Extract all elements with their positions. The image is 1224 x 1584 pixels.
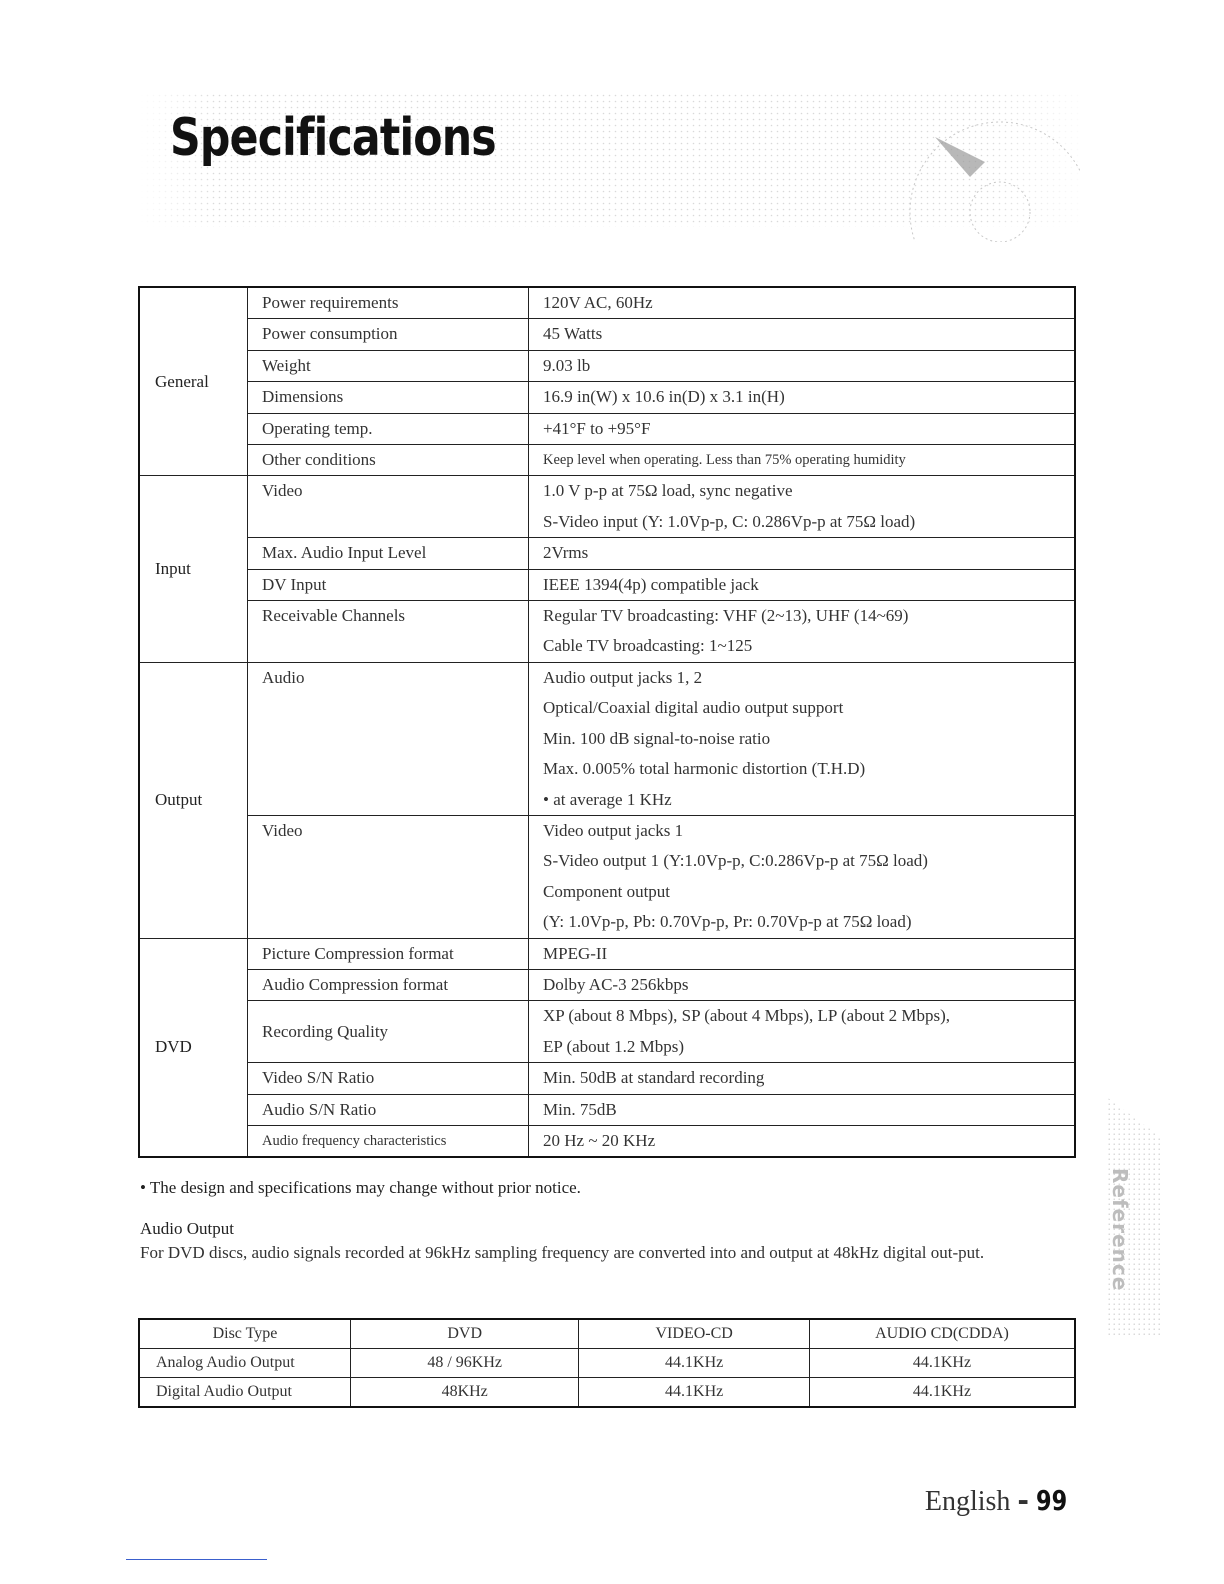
disc-type-table (138, 1318, 1076, 1408)
table-row (139, 476, 1075, 538)
spec-item: Weight (248, 350, 529, 381)
table-cell: 44.1KHz (579, 1378, 809, 1408)
spec-item: Receivable Channels (248, 601, 529, 663)
spec-value: IEEE 1394(4p) compatible jack (529, 569, 1076, 600)
spec-item: Power consumption (248, 319, 529, 350)
footer-rule (126, 1559, 267, 1560)
spec-item: Other conditions (248, 445, 529, 476)
page-footer (925, 1484, 1075, 1518)
spec-value: 1.0 V p-p at 75Ω load, sync negative S-Video input (Y: 1.0Vp-p, C: 0.286Vp-p at 75Ω load) (529, 476, 1076, 538)
spec-item: Audio (248, 662, 529, 815)
spec-value: Video output jacks 1 S-Video output 1 (Y:1.0Vp-p, C:0.286Vp-p at 75Ω load) Component output (Y: 1.0Vp-p, Pb: 0.70Vp-p, Pr: 0.70Vp-p at 75Ω load) (529, 815, 1076, 938)
table-header-row (139, 1319, 1075, 1349)
table-row (139, 1063, 1075, 1094)
spec-value: Keep level when operating. Less than 75% operating humidity (529, 445, 1076, 476)
change-notice: • The design and specifications may change without prior notice. (140, 1178, 581, 1197)
table-row (139, 413, 1075, 444)
table-row (139, 319, 1075, 350)
spec-value: Regular TV broadcasting: VHF (2~13), UHF (14~69) Cable TV broadcasting: 1~125 (529, 601, 1076, 663)
spec-item: Audio Compression format (248, 969, 529, 1000)
category-input: Input (139, 476, 248, 662)
table-cell: 44.1KHz (579, 1349, 809, 1378)
table-row (139, 1001, 1075, 1063)
spec-value: 2Vrms (529, 538, 1076, 569)
spec-item: Operating temp. (248, 413, 529, 444)
spec-value: +41°F to +95°F (529, 413, 1076, 444)
table-row (139, 569, 1075, 600)
spec-item: Audio S/N Ratio (248, 1094, 529, 1125)
specifications-table (138, 286, 1076, 1158)
table-row (139, 1349, 1075, 1378)
spec-item: Recording Quality (248, 1001, 529, 1063)
spec-item: Max. Audio Input Level (248, 538, 529, 569)
table-cell: 48 / 96KHz (350, 1349, 578, 1378)
page-number: 99 (1036, 1484, 1068, 1517)
category-output: Output (139, 662, 248, 938)
audio-output-text: For DVD discs, audio signals recorded at 96kHz sampling frequency are converted into and output at 48kHz digital out-put. (140, 1243, 985, 1262)
spec-item: Picture Compression format (248, 938, 529, 969)
table-row (139, 1378, 1075, 1408)
spec-value: 16.9 in(W) x 10.6 in(D) x 3.1 in(H) (529, 382, 1076, 413)
table-cell: 44.1KHz (809, 1349, 1075, 1378)
category-general: General (139, 287, 248, 476)
spec-value: 120V AC, 60Hz (529, 287, 1076, 319)
spec-value: 20 Hz ~ 20 KHz (529, 1125, 1076, 1157)
spec-item: Dimensions (248, 382, 529, 413)
spec-item: Video S/N Ratio (248, 1063, 529, 1094)
table-row (139, 287, 1075, 319)
spec-value: XP (about 8 Mbps), SP (about 4 Mbps), LP (about 2 Mbps), EP (about 1.2 Mbps) (529, 1001, 1076, 1063)
table-row (139, 601, 1075, 663)
table-cell: Analog Audio Output (139, 1349, 350, 1378)
table-row (139, 662, 1075, 815)
table-row (139, 938, 1075, 969)
table-row (139, 1125, 1075, 1157)
column-header: AUDIO CD(CDDA) (809, 1319, 1075, 1349)
spec-item: Video (248, 815, 529, 938)
spec-value: 45 Watts (529, 319, 1076, 350)
spec-value: Min. 50dB at standard recording (529, 1063, 1076, 1094)
spec-item: DV Input (248, 569, 529, 600)
footer-language: English (924, 1486, 1011, 1517)
spec-value: Min. 75dB (529, 1094, 1076, 1125)
table-row (139, 1094, 1075, 1125)
column-header: VIDEO-CD (579, 1319, 809, 1349)
audio-output-heading: Audio Output (140, 1219, 234, 1238)
table-row (139, 815, 1075, 938)
column-header: Disc Type (139, 1319, 350, 1349)
table-row (139, 969, 1075, 1000)
spec-value: Dolby AC-3 256kbps (529, 969, 1076, 1000)
table-cell: 48KHz (350, 1378, 578, 1408)
spec-value: MPEG-II (529, 938, 1076, 969)
column-header: DVD (350, 1319, 578, 1349)
table-row (139, 445, 1075, 476)
spec-item: Audio frequency characteristics (248, 1125, 529, 1157)
spec-item: Power requirements (248, 287, 529, 319)
table-row (139, 382, 1075, 413)
table-row (139, 350, 1075, 381)
spec-item: Video (248, 476, 529, 538)
spec-value: 9.03 lb (529, 350, 1076, 381)
table-cell: 44.1KHz (809, 1378, 1075, 1408)
page-title: Specifications (170, 108, 496, 168)
spec-value: Audio output jacks 1, 2 Optical/Coaxial digital audio output support Min. 100 dB signal-to-noise ratio Max. 0.005% total harmonic distortion (T.H.D) • at average 1 KHz (529, 662, 1076, 815)
table-row (139, 538, 1075, 569)
table-cell: Digital Audio Output (139, 1378, 350, 1408)
footer-separator: - (1017, 1484, 1030, 1517)
category-dvd: DVD (139, 938, 248, 1157)
side-tab-label: Reference (1108, 1168, 1132, 1292)
